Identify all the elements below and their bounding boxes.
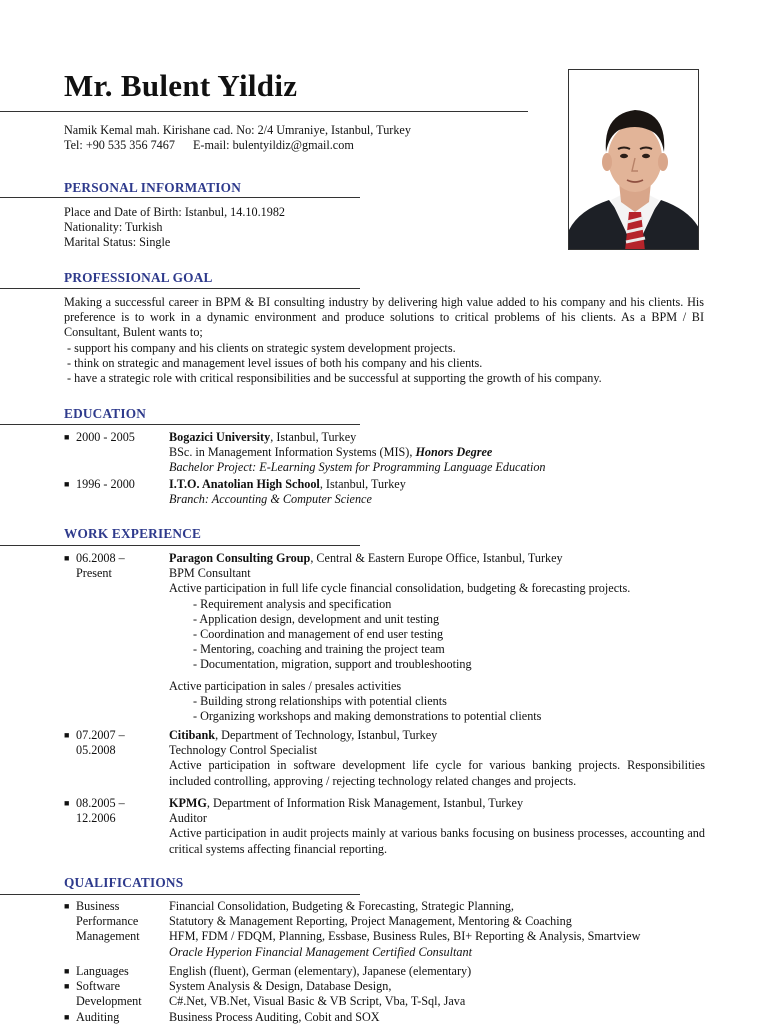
qualification-label: Auditing [76,1010,120,1024]
goal-point: - have a strategic role with critical responsibilities and be successful at supporting the growth of his company. [64,371,602,386]
section-title-work: WORK EXPERIENCE [64,526,202,541]
company-name: KPMG [169,796,207,810]
portrait-illustration [569,70,699,250]
qualification-label: Business [76,899,120,913]
job-date-end: 12.2006 [76,811,116,826]
job-description: Active participation in sales / presales activities [169,678,402,693]
job-date-start: 06.2008 – [76,551,125,565]
job-task: - Mentoring, coaching and training the project team [193,642,445,657]
section-rule-work [0,545,360,546]
goal-paragraph: Making a successful career in BPM & BI consulting industry by delivering high value added to his company and his clients. His preference is to work in a dynamic environment and produce solutions to critical problems of his clients. As a BPM / BI Consultant, Bulent wants to; [64,295,704,340]
square-bullet-icon: ■ [64,966,70,976]
job-date-start: 07.2007 – [76,728,125,742]
qualification-label: Performance [76,914,139,929]
section-title-education: EDUCATION [64,406,147,421]
goal-point: - think on strategic and management level issues of both his company and his clients. [64,356,483,371]
section-rule-education [0,424,360,425]
nationality-line: Nationality: Turkish [64,220,163,235]
qualification-label: Software [76,979,120,993]
job-role: Auditor [169,811,207,826]
job-date-end: Present [76,566,112,581]
section-title-qualifications: QUALIFICATIONS [64,875,184,890]
qualification-line: English (fluent), German (elementary), Japanese (elementary) [169,964,472,978]
job-date-start: 08.2005 – [76,796,125,810]
section-rule-personal [0,197,360,198]
phone: Tel: +90 535 356 7467 [64,138,175,152]
job-task: - Requirement analysis and specification [193,596,392,611]
qualification-line: C#.Net, VB.Net, Visual Basic & VB Script, Vba, T-Sql, Java [169,994,466,1009]
section-title-personal: PERSONAL INFORMATION [64,180,241,195]
section-rule-goal [0,288,360,289]
square-bullet-icon: ■ [64,553,70,563]
qualification-line: Statutory & Management Reporting, Project Management, Mentoring & Coaching [169,914,572,929]
name-underline [0,111,528,112]
company-name: Paragon Consulting Group [169,551,311,565]
marital-line: Marital Status: Single [64,235,171,250]
contact-block [64,123,411,153]
qualification-label: Management [76,929,140,944]
phone-email-line [64,138,411,153]
qualification-line: HFM, FDM / FDQM, Planning, Essbase, Business Rules, BI+ Reporting & Analysis, Smartview [169,929,641,944]
job-task: - Building strong relationships with potential clients [193,693,447,708]
section-rule-qualifications [0,894,360,895]
square-bullet-icon: ■ [64,798,70,808]
school-location: , Istanbul, Turkey [270,430,357,444]
honors: Honors Degree [415,445,493,460]
branch: : Accounting & Computer Science [204,492,372,507]
certification: Oracle Hyperion Financial Management Certified Consultant [169,944,472,959]
job-role: Technology Control Specialist [169,743,318,758]
qualification-label: Development [76,994,142,1009]
branch-label: Branch [169,492,205,507]
square-bullet-icon: ■ [64,1012,70,1022]
degree: BSc. in Management Information Systems (MIS), [169,445,416,460]
job-description: Active participation in audit projects mainly at various banks focusing on business processes, accounting and critical systems affecting financial reporting. [169,826,705,856]
goal-point: - support his company and his clients on strategic system development projects. [64,341,456,355]
square-bullet-icon: ■ [64,730,70,740]
edu-years: 2000 - 2005 [76,430,135,444]
address: Namik Kemal mah. Kirishane cad. No: 2/4 Umraniye, Istanbul, Turkey [64,123,411,137]
company-location: , Central & Eastern Europe Office, Istanbul, Turkey [310,551,563,565]
school-name: Bogazici University [169,430,271,444]
company-location: , Department of Information Risk Management, Istanbul, Turkey [206,796,524,810]
job-description: Active participation in full life cycle financial consolidation, budgeting & forecasting projects. [169,581,631,596]
profile-photo [568,69,699,250]
school-location: , Istanbul, Turkey [319,477,406,491]
job-date-end: 05.2008 [76,743,116,758]
company-location: , Department of Technology, Istanbul, Turkey [215,728,438,742]
personal-info [64,205,285,251]
candidate-name: Mr. Bulent Yildiz [64,68,298,103]
qualification-line: System Analysis & Design, Database Design, [169,979,392,993]
company-name: Citibank [169,728,216,742]
project-title: : E-Learning System for Programming Language Education [252,460,546,475]
square-bullet-icon: ■ [64,981,70,991]
qualification-line: Business Process Auditing, Cobit and SOX [169,1010,380,1024]
job-task: - Coordination and management of end user testing [193,627,444,642]
qualification-line: Financial Consolidation, Budgeting & Forecasting, Strategic Planning, [169,899,514,913]
school-name: I.T.O. Anatolian High School [169,477,320,491]
job-task: - Documentation, migration, support and troubleshooting [193,657,472,672]
section-title-goal: PROFESSIONAL GOAL [64,270,213,285]
project-label: Bachelor Project [169,460,253,475]
email: E-mail: bulentyildiz@gmail.com [192,138,354,152]
qualification-label: Languages [76,964,129,978]
edu-years: 1996 - 2000 [76,477,135,491]
square-bullet-icon: ■ [64,901,70,911]
job-description: Active participation in software development life cycle for various banking projects. Responsibilities included controlling, approving / rejecting technology related changes and projects. [169,758,705,788]
square-bullet-icon: ■ [64,432,70,442]
goal-points [64,341,602,387]
job-task: - Organizing workshops and making demonstrations to potential clients [193,709,542,724]
birth-line: Place and Date of Birth: Istanbul, 14.10.1982 [64,205,286,219]
job-role: BPM Consultant [169,566,251,581]
square-bullet-icon: ■ [64,479,70,489]
job-task: - Application design, development and unit testing [193,611,440,626]
